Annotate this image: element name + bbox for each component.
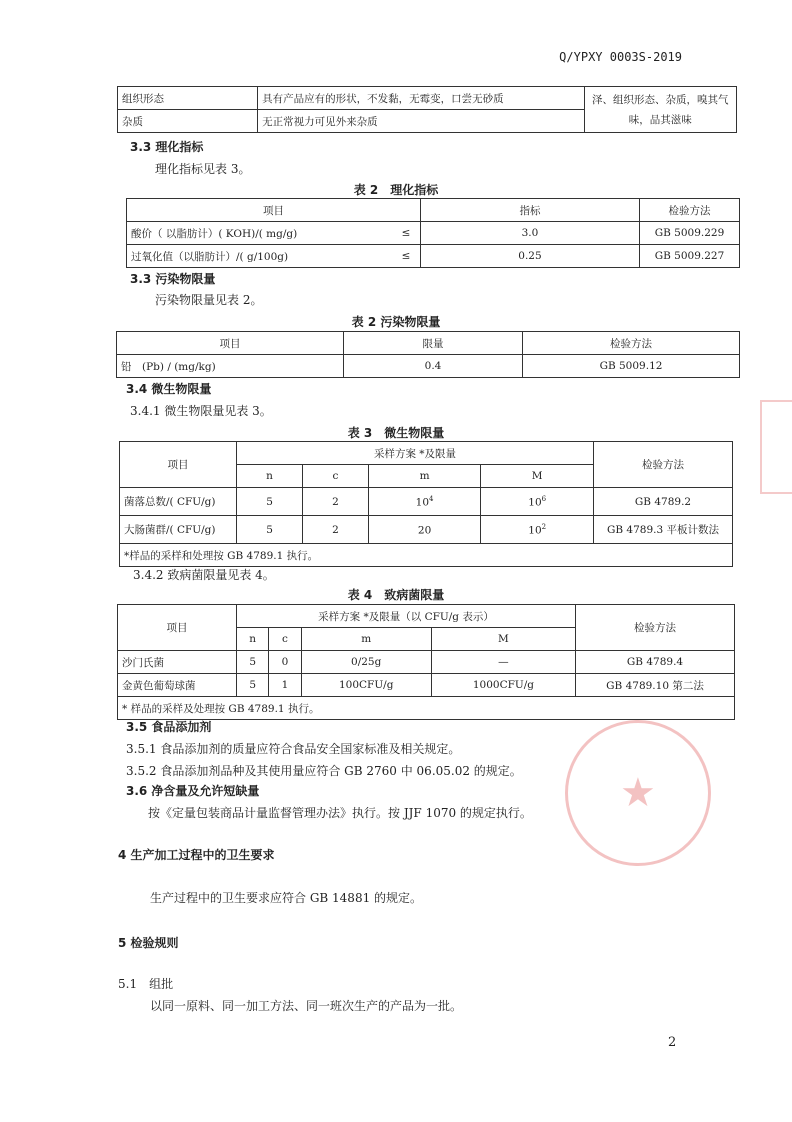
physchem-table — [126, 198, 740, 268]
table-cell: 5 — [237, 488, 303, 516]
table-cell: 过氧化值（以脂肪计）/( g/100g) — [127, 245, 392, 268]
table-cell: GB 5009.12 — [523, 355, 740, 378]
table-cell: $10^2$ — [481, 516, 594, 544]
table-header: 检验方法 — [594, 442, 733, 488]
contaminant-table — [116, 331, 740, 378]
table-cell: 2 — [303, 488, 369, 516]
table-cell: 沙门氏菌 — [118, 651, 237, 674]
section-heading: 3.4 微生物限量 — [126, 382, 212, 396]
table-cell: 20 — [368, 516, 481, 544]
table-cell: 泽、组织形态、杂质，嗅其气味，品其滋味 — [584, 87, 736, 133]
table-header: 项目 — [120, 442, 237, 488]
table-cell: 杂质 — [118, 110, 258, 133]
table-caption: 表 3 微生物限量 — [347, 426, 445, 440]
section-heading: 4 生产加工过程中的卫生要求 — [118, 848, 275, 862]
table-cell: 具有产品应有的形状，不发黏，无霉变，口尝无砂质 — [258, 87, 584, 110]
table-cell: GB 4789.4 — [576, 651, 735, 674]
table-note: * 样品的采样及处理按 GB 4789.1 执行。 — [118, 697, 735, 720]
table-caption: 表 2 污染物限量 — [351, 315, 441, 329]
section-heading: 3.3 污染物限量 — [130, 272, 216, 286]
microbe-table — [119, 441, 733, 567]
table-cell: 1000CFU/g — [431, 674, 575, 697]
table-cell: 1 — [269, 674, 301, 697]
paragraph: 按《定量包装商品计量监督管理办法》执行。按 JJF 1070 的规定执行。 — [148, 806, 532, 820]
section-heading: 5 检验规则 — [118, 936, 179, 950]
table-cell: 金黄色葡萄球菌 — [118, 674, 237, 697]
page-number: 2 — [668, 1035, 677, 1050]
table-cell: 3.0 — [420, 222, 639, 245]
table-header: 检验方法 — [576, 605, 735, 651]
table-header: 检验方法 — [523, 332, 740, 355]
table-header: 限量 — [344, 332, 523, 355]
paragraph: 以同一原料、同一加工方法、同一班次生产的产品为一批。 — [150, 999, 463, 1013]
table-header: M — [481, 465, 594, 488]
table-cell: 酸价（ 以脂肪计）( KOH)/( mg/g) — [127, 222, 392, 245]
table-cell: 5 — [237, 516, 303, 544]
table-header: 检验方法 — [639, 199, 739, 222]
table-cell: ≤ — [392, 245, 421, 268]
table-header: 指标 — [420, 199, 639, 222]
table-header: 采样方案 *及限量 — [237, 442, 594, 465]
table-cell: — — [431, 651, 575, 674]
table-header: 项目 — [118, 605, 237, 651]
section-heading: 3.6 净含量及允许短缺量 — [126, 784, 260, 798]
table-cell: GB 5009.229 — [639, 222, 739, 245]
table-cell: 铅 (Pb) / (mg/kg) — [117, 355, 344, 378]
table-caption: 表 4 致病菌限量 — [347, 588, 445, 602]
document-code: Q/YPXY 0003S-2019 — [559, 50, 682, 64]
table-cell: 5 — [237, 674, 269, 697]
table-header: M — [431, 628, 575, 651]
table-cell: GB 4789.10 第二法 — [576, 674, 735, 697]
table-header: n — [237, 628, 269, 651]
table-cell: 0 — [269, 651, 301, 674]
section-heading: 3.5 食品添加剂 — [126, 720, 212, 734]
seal-star-icon: ★ — [620, 770, 656, 816]
table-cell: 0.4 — [344, 355, 523, 378]
table-cell: 无正常视力可见外来杂质 — [258, 110, 584, 133]
table-cell: 5 — [237, 651, 269, 674]
table-cell: $10^6$ — [481, 488, 594, 516]
table-cell: 2 — [303, 516, 369, 544]
section-heading: 3.3 理化指标 — [130, 140, 204, 154]
table-cell: GB 4789.3 平板计数法 — [594, 516, 733, 544]
paragraph: 3.5.1 食品添加剂的质量应符合食品安全国家标准及相关规定。 — [126, 742, 461, 756]
paragraph: 生产过程中的卫生要求应符合 GB 14881 的规定。 — [150, 891, 423, 905]
pathogen-table — [117, 604, 735, 720]
sensory-table — [117, 86, 737, 133]
table-header: m — [301, 628, 431, 651]
table-header: 项目 — [117, 332, 344, 355]
table-header: 采样方案 *及限量（以 CFU/g 表示） — [237, 605, 576, 628]
seal-fragment — [760, 400, 792, 494]
paragraph: 3.4.2 致病菌限量见表 4。 — [133, 568, 275, 582]
table-cell: ≤ — [392, 222, 421, 245]
table-header: m — [368, 465, 481, 488]
table-header: c — [303, 465, 369, 488]
table-header: c — [269, 628, 301, 651]
table-caption: 表 2 理化指标 — [353, 183, 439, 197]
paragraph: 3.5.2 食品添加剂品种及其使用量应符合 GB 2760 中 06.05.02 的规定。 — [126, 764, 522, 778]
table-note: *样品的采样和处理按 GB 4789.1 执行。 — [120, 544, 733, 567]
table-cell: 0/25g — [301, 651, 431, 674]
subsection-heading: 5.1 组批 — [118, 977, 174, 991]
table-cell: GB 4789.2 — [594, 488, 733, 516]
paragraph: 3.4.1 微生物限量见表 3。 — [130, 404, 272, 418]
table-cell: 大肠菌群/( CFU/g) — [120, 516, 237, 544]
paragraph: 理化指标见表 3。 — [155, 162, 251, 176]
paragraph: 污染物限量见表 2。 — [155, 293, 263, 307]
table-cell: 菌落总数/( CFU/g) — [120, 488, 237, 516]
table-cell: GB 5009.227 — [639, 245, 739, 268]
table-cell: 100CFU/g — [301, 674, 431, 697]
table-cell: $10^4$ — [368, 488, 481, 516]
table-header: 项目 — [127, 199, 421, 222]
table-header: n — [237, 465, 303, 488]
table-cell: 0.25 — [420, 245, 639, 268]
table-cell: 组织形态 — [118, 87, 258, 110]
